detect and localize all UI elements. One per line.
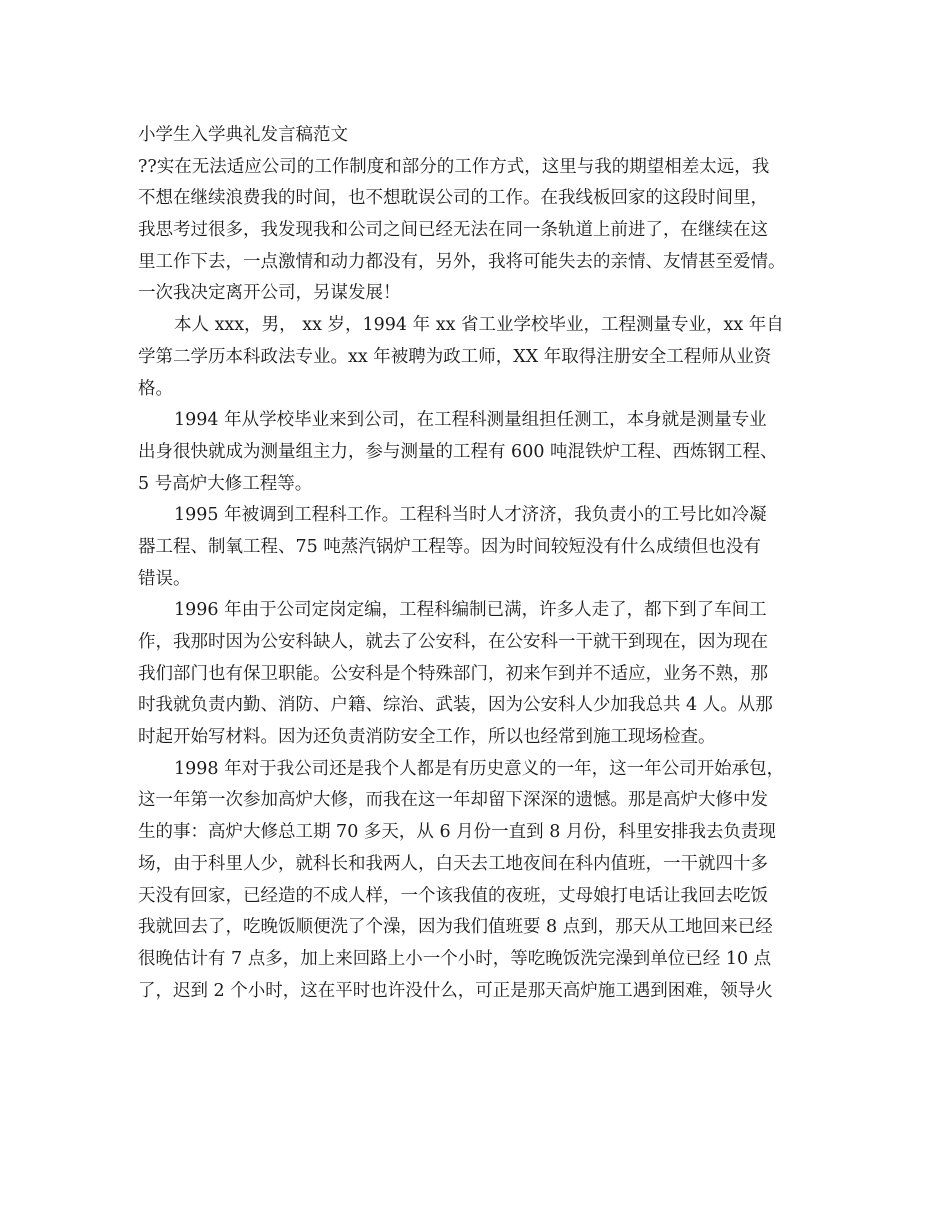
paragraph-first-line: 1996 年由于公司定岗定编，工程科编制已满，许多人走了，都下到了车间工 — [174, 600, 767, 621]
document-body — [138, 120, 822, 1007]
text-line: 时起开始写材料。因为还负责消防安全工作，所以也经常到施工现场检查。 — [138, 727, 716, 748]
text-line: 5 号高炉大修工程等。 — [138, 473, 313, 494]
text-line: 很晚估计有 7 点多，加上来回路上小一个小时，等吃晚饭洗完澡到单位已经 10 点 — [138, 948, 772, 969]
paragraph-first-line: 1998 年对于我公司还是我个人都是有历史意义的一年，这一年公司开始承包， — [174, 758, 785, 779]
paragraph-first-line: 1994 年从学校毕业来到公司，在工程科测量组担任测工，本身就是测量专业 — [174, 410, 767, 431]
document-title: 小学生入学典礼发言稿范文 — [138, 125, 348, 145]
text-line: 我思考过很多，我发现我和公司之间已经无法在同一条轨道上前进了，在继续在这 — [138, 220, 768, 241]
text-line: 我就回去了，吃晚饭顺便洗了个澡，因为我们值班要 8 点到，那天从工地回来已经 — [138, 917, 773, 938]
text-line: 不想在继续浪费我的时间，也不想耽误公司的工作。在我线板回家的这段时间里， — [138, 188, 768, 209]
document-lines — [138, 152, 822, 1008]
text-line: 时我就负责内勤、消防、户籍、综治、武装，因为公安科人少加我总共 4 人。从那 — [138, 695, 773, 716]
text-line: 学第二学历本科政法专业。xx 年被聘为政工师，XX 年取得注册安全工程师从业资 — [138, 346, 772, 367]
text-line: ??实在无法适应公司的工作制度和部分的工作方式，这里与我的期望相差太远，我 — [138, 156, 770, 177]
text-line: 出身很快就成为测量组主力，参与测量的工程有 600 吨混铁炉工程、西炼钢工程、 — [138, 441, 778, 462]
text-line: 我们部门也有保卫职能。公安科是个特殊部门，初来乍到并不适应，业务不熟，那 — [138, 663, 768, 684]
text-line: 器工程、制氧工程、75 吨蒸汽锅炉工程等。因为时间较短没有什么成绩但也没有 — [138, 536, 761, 557]
text-line: 生的事：高炉大修总工期 70 多天，从 6 月份一直到 8 月份，科里安排我去负责现 — [138, 822, 776, 843]
text-line: 场，由于科里人少，就科长和我两人，白天去工地夜间在科内值班，一干就四十多 — [138, 853, 768, 874]
text-line: 一次我决定离开公司，另谋发展！ — [138, 283, 401, 304]
text-line: 了，迟到 2 个小时，这在平时也许没什么，可正是那天高炉施工遇到困难，领导火 — [138, 980, 773, 1001]
paragraph-first-line: 1995 年被调到工程科工作。工程科当时人才济济，我负责小的工号比如冷凝 — [174, 505, 767, 526]
text-line: 这一年第一次参加高炉大修，而我在这一年却留下深深的遗憾。那是高炉大修中发 — [138, 790, 768, 811]
paragraph-first-line: 本人 xxx，男， xx 岁，1994 年 xx 省工业学校毕业，工程测量专业，xx 年自 — [174, 315, 784, 336]
text-line: 里工作下去，一点激情和动力都没有，另外，我将可能失去的亲情、友情甚至爱情。 — [138, 251, 786, 272]
text-line: 天没有回家，已经造的不成人样，一个该我值的夜班，丈母娘打电话让我回去吃饭 — [138, 885, 768, 906]
text-line: 格。 — [138, 378, 173, 399]
text-line: 错误。 — [138, 568, 191, 589]
text-line: 作，我那时因为公安科缺人，就去了公安科，在公安科一干就干到现在，因为现在 — [138, 632, 768, 652]
